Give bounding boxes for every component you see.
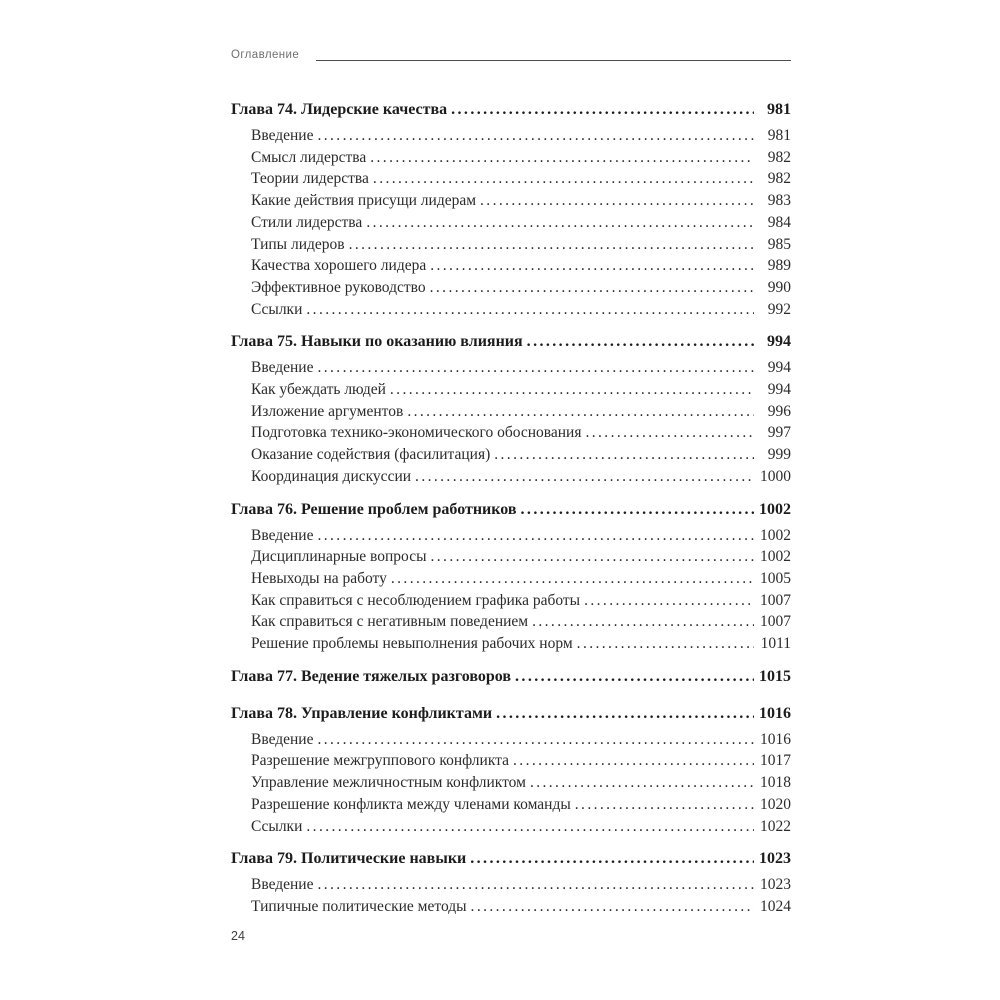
toc-chapter-block (231, 655, 791, 688)
toc-leader-dots (491, 444, 754, 466)
toc-leader-dots (314, 874, 754, 896)
toc-item-row (231, 546, 791, 568)
toc-item-row (231, 874, 791, 896)
toc-entry-title: Типичные политические методы (251, 897, 467, 915)
toc-item-row (231, 168, 791, 190)
toc-leader-dots (428, 546, 755, 568)
toc-item-row (231, 794, 791, 816)
toc-leader-dots (303, 816, 754, 838)
toc-entry-title: Глава 78. Управление конфликтами (231, 704, 493, 722)
toc-leader-dots (582, 422, 754, 444)
toc-entry-title: Ссылки (251, 817, 303, 835)
toc-page-number: 1024 (760, 897, 791, 915)
toc-entry-title: Как убеждать людей (251, 381, 386, 399)
toc-entry-title: Введение (251, 526, 314, 544)
toc-item-row (231, 147, 791, 169)
toc-page-number: 994 (767, 381, 791, 399)
toc-leader-dots (314, 525, 754, 547)
toc-page-number: 1011 (760, 635, 791, 653)
toc-page-number: 1015 (759, 667, 791, 685)
toc-page-number: 992 (767, 300, 791, 318)
toc-page-number: 983 (767, 192, 791, 210)
toc-item-row (231, 357, 791, 379)
toc-page-number: 1000 (760, 467, 791, 485)
toc-page-number: 1005 (760, 569, 791, 587)
toc-leader-dots (477, 190, 754, 212)
toc-page-number: 999 (767, 446, 791, 464)
toc-leader-dots (367, 147, 754, 169)
toc-leader-dots (510, 750, 754, 772)
toc-item-row (231, 772, 791, 794)
toc-leader-dots (388, 568, 754, 590)
toc-entry-title: Стили лидерства (251, 213, 363, 231)
toc-leader-dots (527, 772, 754, 794)
toc-leader-dots (581, 590, 754, 612)
toc-chapter-block (231, 320, 791, 487)
toc-page-number: 1018 (760, 774, 791, 792)
toc-page-number: 982 (767, 148, 791, 166)
toc-leader-dots (572, 794, 754, 816)
toc-entry-title: Глава 77. Ведение тяжелых разговоров (231, 667, 512, 685)
toc-page-number: 1002 (759, 500, 791, 518)
toc-entry-title: Типы лидеров (251, 235, 345, 253)
toc-item-row (231, 234, 791, 256)
toc-chapter-block (231, 88, 791, 320)
toc-chapter-row (231, 666, 791, 688)
toc-chapter-row (231, 499, 791, 521)
toc-leader-dots (404, 401, 754, 423)
toc-item-row (231, 525, 791, 547)
toc-leader-dots (346, 234, 754, 256)
toc-leader-dots (412, 466, 754, 488)
toc-page-number: 981 (767, 127, 791, 144)
toc-entry-title: Введение (251, 730, 314, 748)
toc-leader-dots (518, 499, 754, 521)
toc-page-number: 984 (767, 213, 791, 231)
toc-page-number: 1023 (759, 850, 791, 868)
toc-item-row (231, 816, 791, 838)
toc-page-number: 1016 (760, 730, 791, 748)
toc-entry-title: Эффективное руководство (251, 278, 426, 296)
toc-item-row (231, 422, 791, 444)
toc-leader-dots (314, 729, 754, 751)
toc-entry-title: Дисциплинарные вопросы (251, 548, 427, 566)
toc-leader-dots (467, 848, 754, 870)
toc-leader-dots (370, 168, 754, 190)
toc-chapter-block (231, 692, 791, 838)
toc-entry-title: Глава 79. Политические навыки (231, 850, 467, 868)
toc-entry-title: Разрешение межгруппового конфликта (251, 752, 510, 770)
toc-chapter-row (231, 99, 791, 121)
toc-page-number: 996 (767, 402, 791, 420)
footer-page-number: 24 (231, 929, 245, 943)
toc-item-row (231, 277, 791, 299)
header-label: Оглавление (231, 49, 300, 61)
toc-item-row (231, 590, 791, 612)
toc-leader-dots (468, 896, 754, 918)
toc-entry-title: Координация дискуссии (251, 467, 412, 485)
toc-page-number: 989 (767, 257, 791, 275)
toc-entry-title: Как справиться с несоблюдением графика работы (251, 591, 581, 609)
toc-item-row (231, 299, 791, 321)
toc-entry-title: Теории лидерства (251, 170, 369, 188)
toc-leader-dots (303, 299, 754, 321)
toc-item-row (231, 729, 791, 751)
toc-page-number: 1007 (760, 613, 791, 631)
toc-leader-dots (427, 277, 754, 299)
toc-list (231, 88, 791, 918)
toc-page-number: 1002 (760, 548, 791, 566)
toc-entry-title: Разрешение конфликта между членами команды (251, 795, 571, 813)
header-rule (316, 60, 791, 61)
toc-entry-title: Смысл лидерства (251, 148, 367, 166)
toc-leader-dots (448, 99, 754, 121)
toc-entry-title: Какие действия присущи лидерам (251, 192, 477, 210)
toc-page-number: 1016 (759, 704, 791, 722)
toc-page-number: 1017 (760, 752, 791, 770)
toc-item-row (231, 444, 791, 466)
toc-leader-dots (529, 611, 754, 633)
toc-page-number: 994 (767, 359, 791, 377)
toc-entry-title: Глава 74. Лидерские качества (231, 101, 448, 118)
toc-page-number: 982 (767, 170, 791, 188)
toc-entry-title: Введение (251, 876, 314, 894)
toc-page-number: 997 (767, 424, 791, 442)
toc-leader-dots (524, 331, 754, 353)
toc-item-row (231, 633, 791, 655)
toc-item-row (231, 212, 791, 234)
toc-leader-dots (574, 633, 754, 655)
toc-leader-dots (493, 703, 754, 725)
toc-entry-title: Изложение аргументов (251, 402, 404, 420)
toc-leader-dots (387, 379, 754, 401)
toc-entry-title: Невыходы на работу (251, 569, 387, 587)
toc-page-number: 1020 (760, 795, 791, 813)
toc-page-number: 994 (767, 333, 791, 351)
toc-page-number: 1002 (760, 526, 791, 544)
toc-page-number: 990 (767, 278, 791, 296)
toc-leader-dots (363, 212, 754, 234)
toc-item-row (231, 379, 791, 401)
toc-leader-dots (427, 255, 754, 277)
toc-entry-title: Введение (251, 127, 314, 144)
toc-chapter-block (231, 488, 791, 655)
toc-chapter-block (231, 837, 791, 917)
toc-entry-title: Глава 75. Навыки по оказанию влияния (231, 333, 523, 351)
toc-item-row (231, 896, 791, 918)
toc-item-row (231, 401, 791, 423)
toc-entry-title: Управление межличностным конфликтом (251, 774, 526, 792)
toc-leader-dots (314, 357, 754, 379)
toc-page-number: 1007 (760, 591, 791, 609)
toc-item-row (231, 611, 791, 633)
toc-chapter-row (231, 331, 791, 353)
toc-leader-dots (512, 666, 754, 688)
toc-item-row (231, 190, 791, 212)
toc-item-row (231, 125, 791, 147)
toc-entry-title: Подготовка технико-экономического обоснования (251, 424, 582, 442)
toc-page-number: 981 (767, 101, 791, 118)
toc-item-row (231, 568, 791, 590)
toc-entry-title: Введение (251, 359, 314, 377)
page-header (0, 0, 1000, 62)
toc-page-number: 1023 (760, 876, 791, 894)
toc-entry-title: Как справиться с негативным поведением (251, 613, 529, 631)
toc-item-row (231, 466, 791, 488)
toc-entry-title: Ссылки (251, 300, 303, 318)
toc-entry-title: Глава 76. Решение проблем работников (231, 500, 517, 518)
toc-item-row (231, 255, 791, 277)
toc-leader-dots (314, 125, 754, 147)
toc-item-row (231, 750, 791, 772)
toc-entry-title: Решение проблемы невыполнения рабочих норм (251, 635, 573, 653)
toc-chapter-row (231, 703, 791, 725)
toc-page-number: 985 (767, 235, 791, 253)
toc-page-number: 1022 (760, 817, 791, 835)
toc-entry-title: Качества хорошего лидера (251, 257, 427, 275)
toc-entry-title: Оказание содействия (фасилитация) (251, 446, 491, 464)
toc-chapter-row (231, 848, 791, 870)
